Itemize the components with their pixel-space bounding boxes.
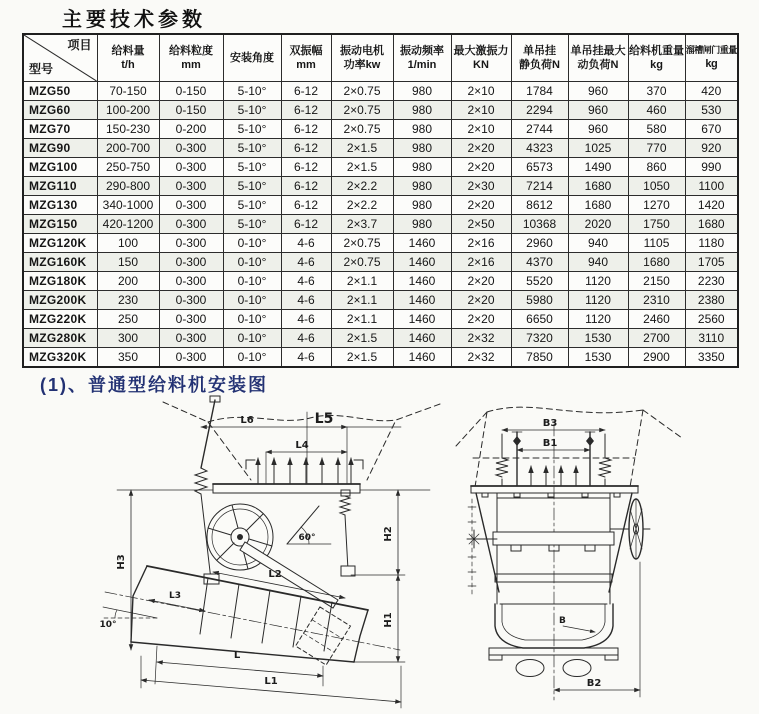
cell: 0-300 (159, 234, 223, 253)
cell: 4-6 (281, 253, 331, 272)
table-row (23, 120, 738, 139)
cell: 1050 (628, 177, 685, 196)
side-view-diagram (95, 394, 445, 714)
cell: 2×1.5 (331, 348, 393, 368)
table-row (23, 139, 738, 158)
cell-model: MZG320K (23, 348, 97, 368)
cell: 0-200 (159, 120, 223, 139)
cell: 0-300 (159, 196, 223, 215)
cell: 2380 (685, 291, 738, 310)
cell: 0-300 (159, 139, 223, 158)
cell-model: MZG130 (23, 196, 97, 215)
col-header-feed-rate (97, 34, 159, 82)
cell-model: MZG180K (23, 272, 97, 291)
front-view-diagram (442, 392, 750, 714)
cell: 920 (685, 139, 738, 158)
trough-bottom (489, 604, 618, 677)
table-row (23, 82, 738, 101)
cell: 100 (97, 234, 159, 253)
gate-handwheel (610, 499, 650, 559)
cell: 1680 (568, 177, 628, 196)
cell: 530 (685, 101, 738, 120)
cell: 960 (568, 101, 628, 120)
cell: 580 (628, 120, 685, 139)
cell: 2900 (628, 348, 685, 368)
drive-arm (240, 542, 338, 608)
cell: 350 (97, 348, 159, 368)
hdr-line: 双振幅 (289, 44, 323, 57)
cell: 2230 (685, 272, 738, 291)
cell-model: MZG150 (23, 215, 97, 234)
cell: 2×1.1 (331, 291, 393, 310)
cell: 1180 (685, 234, 738, 253)
col-header-feeder-weight (628, 34, 685, 82)
bottom-dimensions (141, 646, 401, 708)
cell: 960 (568, 120, 628, 139)
table-row (23, 158, 738, 177)
cell: 6-12 (281, 139, 331, 158)
hdr-line: 溜槽闸门重量 (685, 45, 737, 55)
cell: 2700 (628, 329, 685, 348)
table-row (23, 291, 738, 310)
cell-model: MZG280K (23, 329, 97, 348)
cell: 2×1.5 (331, 158, 393, 177)
cell: 5-10° (223, 101, 281, 120)
table-row (23, 310, 738, 329)
cell: 250 (97, 310, 159, 329)
top-dimensions (201, 411, 401, 490)
cell: 1120 (568, 291, 628, 310)
cell: 1120 (568, 310, 628, 329)
cell: 860 (628, 158, 685, 177)
cell: 2020 (568, 215, 628, 234)
hdr-line: 单吊挂最大 (570, 44, 626, 57)
table-row (23, 215, 738, 234)
cell: 250-750 (97, 158, 159, 177)
cell-model: MZG120K (23, 234, 97, 253)
dim-label-L3: L3 (169, 591, 181, 601)
dim-label-L4: L4 (295, 440, 309, 451)
hopper-outline (456, 407, 682, 487)
table-row (23, 253, 738, 272)
cell: 990 (685, 158, 738, 177)
cell: 70-150 (97, 82, 159, 101)
anchor-bolts (246, 458, 363, 484)
hdr-line: 给料机重量 (629, 44, 684, 57)
cell: 2×0.75 (331, 82, 393, 101)
corner-header-cell (23, 34, 97, 82)
cell-model: MZG220K (23, 310, 97, 329)
hdr-line: 振动电机 (340, 44, 384, 57)
cell: 0-300 (159, 158, 223, 177)
cell: 5-10° (223, 177, 281, 196)
cell: 230 (97, 291, 159, 310)
dim-label-H1: H1 (383, 612, 394, 628)
cell: 0-10° (223, 329, 281, 348)
cell: 6-12 (281, 120, 331, 139)
cell: 2×20 (451, 158, 511, 177)
col-header-chute-gate-weight (685, 34, 738, 82)
table-row (23, 272, 738, 291)
cell: 1460 (393, 291, 451, 310)
dim-label-B3: B3 (542, 418, 558, 429)
cell: 2×20 (451, 272, 511, 291)
hdr-line: 最大激振力 (453, 44, 509, 57)
dim-label-H3: H3 (116, 554, 127, 570)
cell: 0-10° (223, 272, 281, 291)
page-title: 主要技术参数 (62, 9, 206, 31)
cell: 3350 (685, 348, 738, 368)
cell: 1680 (568, 196, 628, 215)
dim-label-B1: B1 (542, 438, 558, 449)
cell: 0-10° (223, 291, 281, 310)
col-header-feed-size (159, 34, 223, 82)
col-header-static-load (511, 34, 568, 82)
table-row (23, 234, 738, 253)
mounting-deck (471, 486, 638, 497)
cell: 2310 (628, 291, 685, 310)
hdr-line: 功率kw (343, 59, 381, 71)
cell: 150 (97, 253, 159, 272)
hdr-line: 振动频率 (400, 44, 444, 57)
cell: 0-300 (159, 253, 223, 272)
cell: 340-1000 (97, 196, 159, 215)
cell: 1460 (393, 348, 451, 368)
cell: 1705 (685, 253, 738, 272)
hdr-line: 动负荷N (577, 59, 619, 71)
mounting-deck (117, 484, 430, 493)
cell: 10368 (511, 215, 568, 234)
table-row (23, 177, 738, 196)
cell: 1025 (568, 139, 628, 158)
suspension-spring-right (340, 490, 355, 576)
cell-model: MZG160K (23, 253, 97, 272)
cell-model: MZG200K (23, 291, 97, 310)
cell: 1460 (393, 234, 451, 253)
cell: 4-6 (281, 310, 331, 329)
cell: 200 (97, 272, 159, 291)
drive-shaft (467, 499, 497, 594)
section-heading: (1)、普通型给料机安装图 (40, 375, 268, 395)
hdr-line: 静负荷N (519, 59, 560, 71)
cell: 0-300 (159, 272, 223, 291)
cell: 2×1.1 (331, 310, 393, 329)
cell-model: MZG100 (23, 158, 97, 177)
cell-model: MZG110 (23, 177, 97, 196)
col-header-double-amplitude (281, 34, 331, 82)
table-row (23, 329, 738, 348)
cell: 2×0.75 (331, 253, 393, 272)
cell: 980 (393, 196, 451, 215)
cell: 1784 (511, 82, 568, 101)
cell: 980 (393, 139, 451, 158)
cell: 2×20 (451, 139, 511, 158)
cell: 6-12 (281, 177, 331, 196)
cell: 2×16 (451, 234, 511, 253)
dim-label-L: L (233, 650, 241, 661)
corner-label-item: 项目 (67, 38, 92, 52)
cell-model: MZG60 (23, 101, 97, 120)
cell: 2×2.2 (331, 177, 393, 196)
cell-model: MZG50 (23, 82, 97, 101)
cell: 1460 (393, 272, 451, 291)
cell: 370 (628, 82, 685, 101)
cell: 2×20 (451, 291, 511, 310)
cell: 6650 (511, 310, 568, 329)
cell: 200-700 (97, 139, 159, 158)
cell: 2×2.2 (331, 196, 393, 215)
cell: 1420 (685, 196, 738, 215)
cell: 2×0.75 (331, 101, 393, 120)
cell: 6-12 (281, 158, 331, 177)
cell: 0-150 (159, 101, 223, 120)
cell: 1460 (393, 310, 451, 329)
cell: 0-10° (223, 348, 281, 368)
cell: 2744 (511, 120, 568, 139)
cell: 2×10 (451, 82, 511, 101)
cell: 290-800 (97, 177, 159, 196)
cell: 7850 (511, 348, 568, 368)
cell: 420-1200 (97, 215, 159, 234)
cell: 0-300 (159, 177, 223, 196)
cell: 980 (393, 101, 451, 120)
cell: 6-12 (281, 196, 331, 215)
cell: 6-12 (281, 82, 331, 101)
cell: 2560 (685, 310, 738, 329)
cell: 2294 (511, 101, 568, 120)
cell: 460 (628, 101, 685, 120)
cell: 2×0.75 (331, 120, 393, 139)
cell: 1105 (628, 234, 685, 253)
incline-angle-annotation (99, 607, 157, 630)
trough-body (105, 566, 400, 662)
cell: 1100 (685, 177, 738, 196)
cell: 150-230 (97, 120, 159, 139)
corner-label-model: 型号 (29, 62, 54, 77)
cell: 980 (393, 158, 451, 177)
cell: 5-10° (223, 120, 281, 139)
cell: 0-300 (159, 291, 223, 310)
angle-label-60: 60° (298, 533, 316, 543)
spec-table (22, 33, 739, 368)
cell: 0-300 (159, 348, 223, 368)
cell: 2×32 (451, 329, 511, 348)
dim-label-H2: H2 (383, 526, 394, 542)
col-header-motor-power (331, 34, 393, 82)
cell: 6-12 (281, 101, 331, 120)
hdr-line: 给料量 (111, 44, 145, 57)
angle-label-10: 10° (99, 620, 117, 630)
cell: 2×30 (451, 177, 511, 196)
table-row (23, 101, 738, 120)
hdr-line: t/h (121, 59, 135, 71)
drive-angle-annotation (287, 506, 331, 544)
anchor-bolts (531, 466, 576, 487)
cell: 4370 (511, 253, 568, 272)
cell: 5-10° (223, 139, 281, 158)
cell: 770 (628, 139, 685, 158)
hdr-line: 给料粒度 (169, 44, 213, 57)
cell: 2×50 (451, 215, 511, 234)
cell: 2×10 (451, 101, 511, 120)
cell: 3110 (685, 329, 738, 348)
cell: 0-300 (159, 310, 223, 329)
cell: 980 (393, 82, 451, 101)
dim-label-L2: L2 (268, 569, 282, 580)
cell: 1530 (568, 329, 628, 348)
cell: 2×32 (451, 348, 511, 368)
cell: 1750 (628, 215, 685, 234)
cell: 4-6 (281, 291, 331, 310)
cell: 2460 (628, 310, 685, 329)
cell: 980 (393, 177, 451, 196)
table-row (23, 196, 738, 215)
cell: 2×16 (451, 253, 511, 272)
cell: 5-10° (223, 215, 281, 234)
cell: 4-6 (281, 329, 331, 348)
vibration-motor (296, 607, 351, 665)
cell: 2×10 (451, 120, 511, 139)
cell: 100-200 (97, 101, 159, 120)
cell: 5-10° (223, 158, 281, 177)
cell: 7320 (511, 329, 568, 348)
cell: 2960 (511, 234, 568, 253)
cell: 1530 (568, 348, 628, 368)
cell: 4323 (511, 139, 568, 158)
cell: 2×1.1 (331, 272, 393, 291)
cell: 940 (568, 253, 628, 272)
cell: 300 (97, 329, 159, 348)
cell: 1270 (628, 196, 685, 215)
cell: 5520 (511, 272, 568, 291)
cell: 8612 (511, 196, 568, 215)
cell: 420 (685, 82, 738, 101)
dim-label-L6: L6 (240, 415, 254, 426)
col-header-exciting-force (451, 34, 511, 82)
cell: 2150 (628, 272, 685, 291)
cell: 0-10° (223, 253, 281, 272)
hdr-line: kg (705, 57, 718, 70)
cell: 0-150 (159, 82, 223, 101)
cell: 1460 (393, 253, 451, 272)
hdr-line: 安装角度 (230, 51, 274, 64)
cell: 5980 (511, 291, 568, 310)
col-header-install-angle (223, 34, 281, 82)
header-row (23, 34, 738, 82)
hdr-line: mm (181, 59, 201, 71)
hdr-line: kg (650, 59, 663, 71)
cell-model: MZG70 (23, 120, 97, 139)
table-row (23, 348, 738, 368)
cell: 980 (393, 120, 451, 139)
hdr-line: 单吊挂 (523, 44, 556, 57)
cell: 2×20 (451, 196, 511, 215)
cell: 5-10° (223, 196, 281, 215)
hdr-line: 1/min (407, 59, 437, 71)
cell: 670 (685, 120, 738, 139)
cell: 6573 (511, 158, 568, 177)
cell: 1680 (628, 253, 685, 272)
cell: 6-12 (281, 215, 331, 234)
dim-label-B: B (559, 616, 566, 626)
cell: 2×1.5 (331, 329, 393, 348)
cell: 1120 (568, 272, 628, 291)
cell: 7214 (511, 177, 568, 196)
cell: 4-6 (281, 348, 331, 368)
cell-model: MZG90 (23, 139, 97, 158)
cell: 1490 (568, 158, 628, 177)
hdr-line: KN (473, 59, 489, 71)
col-header-dynamic-load (568, 34, 628, 82)
cell: 2×0.75 (331, 234, 393, 253)
dim-label-L1: L1 (264, 676, 278, 687)
cell: 1680 (685, 215, 738, 234)
cell: 2×1.5 (331, 139, 393, 158)
cell: 4-6 (281, 234, 331, 253)
cell: 0-300 (159, 215, 223, 234)
hdr-line: mm (296, 59, 316, 71)
cell: 2×20 (451, 310, 511, 329)
dim-label-L5: L5 (314, 411, 334, 427)
cell: 5-10° (223, 82, 281, 101)
dim-label-B2: B2 (586, 678, 602, 689)
cell: 2×3.7 (331, 215, 393, 234)
cell: 1460 (393, 329, 451, 348)
cell: 980 (393, 215, 451, 234)
col-header-frequency (393, 34, 451, 82)
cell: 4-6 (281, 272, 331, 291)
cell: 0-10° (223, 234, 281, 253)
cell: 960 (568, 82, 628, 101)
cell: 0-300 (159, 329, 223, 348)
cell: 0-10° (223, 310, 281, 329)
cell: 940 (568, 234, 628, 253)
